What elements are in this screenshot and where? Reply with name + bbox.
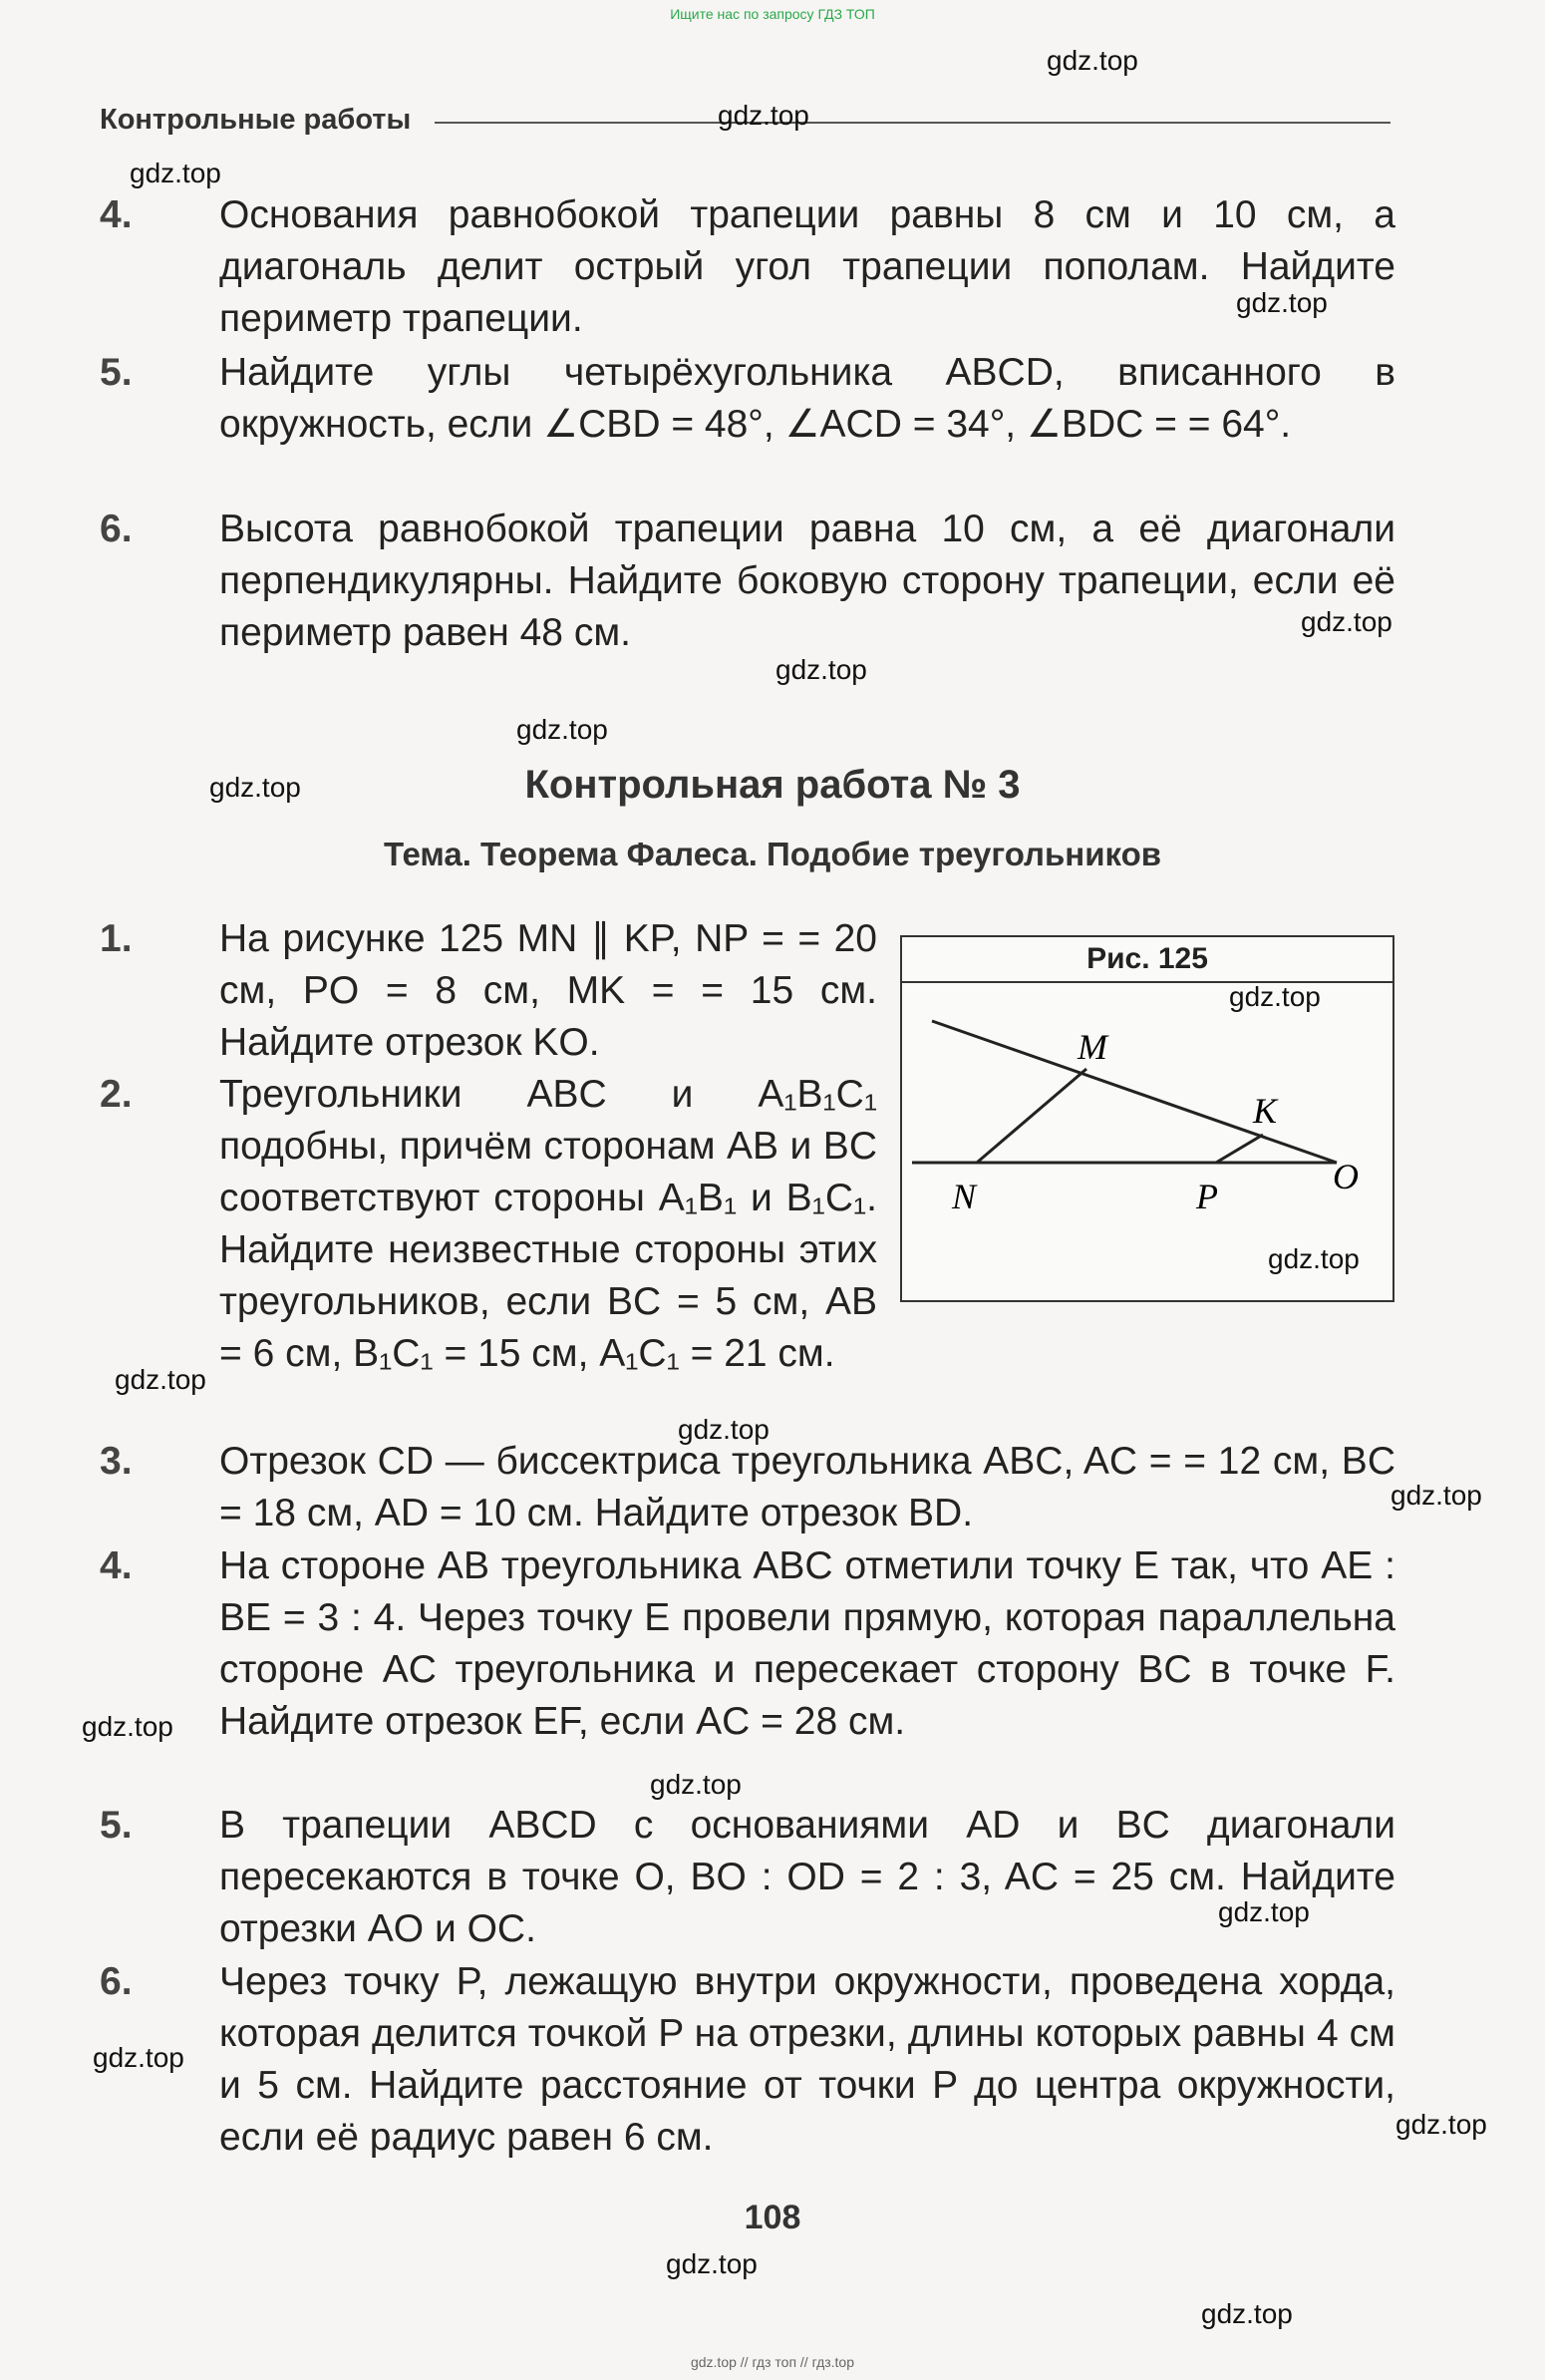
watermark: gdz.top — [1301, 606, 1392, 637]
watermark: gdz.top — [1218, 1896, 1310, 1927]
watermark: gdz.top — [1229, 981, 1321, 1012]
task-prev-5 — [100, 347, 1395, 507]
task-number: 5. — [100, 1804, 133, 1847]
task-prev-4 — [100, 189, 1395, 349]
task-5 — [100, 1800, 1395, 1959]
task-text: Треугольники ABC и A₁B₁C₁ подобны, причём сторонам AB и BC соответствуют стороны A₁B₁ и B₁C₁. Найдите неизвестные стороны этих треугольников, если BC = 5 см, AB = 6 см, B₁C₁ = 15 см, A₁C₁ = 21 см. — [219, 1073, 877, 1375]
task-number: 6. — [100, 508, 133, 550]
watermark: gdz.top — [82, 1711, 173, 1742]
watermark: gdz.top — [650, 1769, 742, 1800]
task-3 — [100, 1436, 1395, 1545]
label-n: N — [952, 1177, 977, 1216]
task-number: 3. — [100, 1440, 133, 1483]
header-rule — [435, 122, 1390, 124]
topic-title: Тема. Теорема Фалеса. Подобие треугольников — [383, 836, 1162, 872]
task-1 — [100, 913, 877, 1073]
watermark: gdz.top — [209, 772, 301, 803]
watermark: gdz.top — [678, 1414, 770, 1445]
watermark: gdz.top — [1201, 2298, 1293, 2329]
watermark: gdz.top — [775, 654, 867, 685]
watermark: gdz.top — [1047, 45, 1138, 76]
task-text: Высота равнобокой трапеции равна 10 см, а её диагонали перпендикулярны. Найдите боковую сторону трапеции, если её периметр равен 48 см. — [219, 508, 1395, 654]
watermark: gdz.top — [130, 158, 221, 188]
figure-caption: Рис. 125 — [902, 937, 1392, 983]
label-m: M — [1078, 1027, 1107, 1067]
task-text: Отрезок CD — биссектриса треугольника ABC, AC = = 12 см, BC = 18 см, AD = 10 см. Найдите отрезок BD. — [219, 1440, 1395, 1534]
task-text: Через точку P, лежащую внутри окружности, проведена хорда, которая делится точкой P на отрезки, длины которых равны 4 см и 5 см. Найдите расстояние от точки P до центра окружности, если её радиус равен 6 см. — [219, 1960, 1395, 2159]
task-text: На стороне AB треугольника ABC отметили точку E так, что AE : BE = 3 : 4. Через точку E провели прямую, которая параллельна стороне AC треугольника и пересекает сторону BC в точке F. Найдите отрезок EF, если AC = 28 см. — [219, 1544, 1395, 1743]
watermark: gdz.top — [1268, 1243, 1360, 1274]
task-prev-6 — [100, 504, 1395, 663]
watermark: gdz.top — [1236, 287, 1328, 318]
footer-links[interactable]: gdz.top // гдз топ // гдз.top — [690, 2354, 855, 2370]
task-2 — [100, 1069, 1395, 1438]
work-title: Контрольная работа № 3 — [524, 763, 1021, 807]
watermark: gdz.top — [516, 714, 608, 745]
task-text: Основания равнобокой трапеции равны 8 см и 10 см, а диагональ делит острый угол трапеции пополам. Найдите периметр трапеции. — [219, 193, 1395, 340]
task-text: В трапеции ABCD с основаниями AD и BC диагонали пересекаются в точке O, BO : OD = 2 : 3, AC = 25 см. Найдите отрезки AO и OC. — [219, 1804, 1395, 1950]
watermark: gdz.top — [1395, 2109, 1487, 2140]
label-k: K — [1253, 1091, 1278, 1131]
watermark: gdz.top — [115, 1364, 206, 1395]
top-banner[interactable]: Ищите нас по запросу ГДЗ ТОП — [670, 6, 875, 22]
task-text: Найдите углы четырёхугольника ABCD, вписанного в окружность, если ∠CBD = 48°, ∠ACD = 34°, ∠BDC = = 64°. — [219, 351, 1395, 446]
section-header-label: Контрольные работы — [100, 103, 412, 136]
watermark: gdz.top — [666, 2248, 758, 2279]
task-number: 4. — [100, 1544, 133, 1587]
watermark: gdz.top — [1390, 1480, 1482, 1511]
label-p: P — [1196, 1177, 1218, 1216]
task-number: 2. — [100, 1073, 133, 1116]
watermark: gdz.top — [93, 2042, 184, 2073]
task-number: 6. — [100, 1960, 133, 2003]
task-4 — [100, 1540, 1395, 1760]
task-number: 5. — [100, 351, 133, 394]
label-o: O — [1333, 1157, 1359, 1196]
task-number: 1. — [100, 917, 133, 960]
task-number: 4. — [100, 193, 133, 236]
watermark: gdz.top — [718, 100, 809, 131]
task-text: На рисунке 125 MN ∥ KP, NP = = 20 см, PO = 8 см, MK = = 15 см. Найдите отрезок KO. — [219, 917, 877, 1064]
page-number: 108 — [744, 2199, 801, 2236]
task-6 — [100, 1956, 1395, 2171]
